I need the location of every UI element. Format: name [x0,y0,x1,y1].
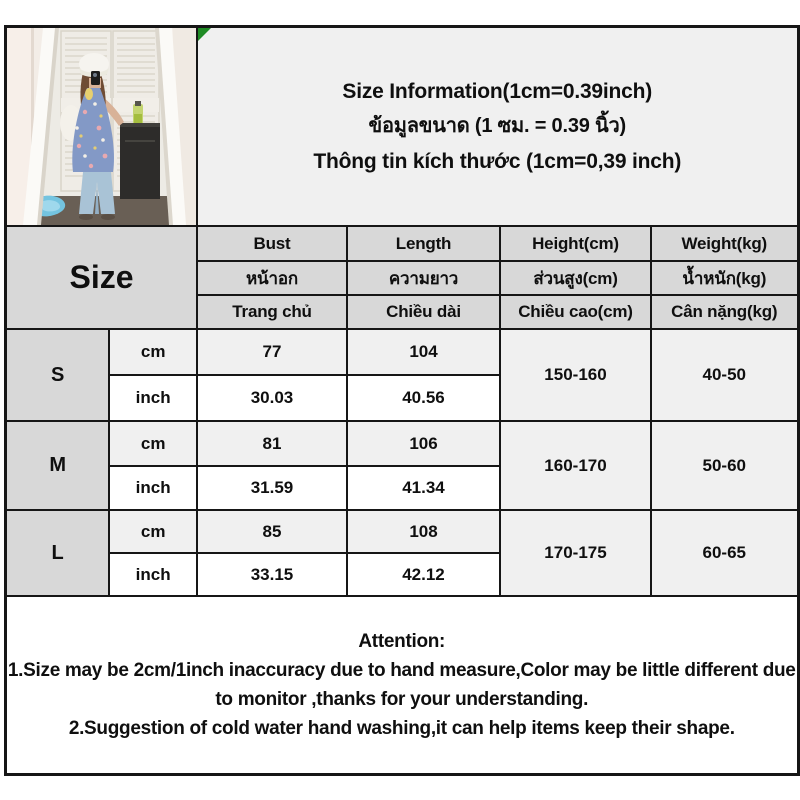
l-bust-cm: 85 [197,510,347,553]
l-length-inch: 42.12 [347,553,500,596]
header-bust-th: หน้าอก [197,261,347,295]
size-information-title-cell [197,27,798,227]
header-height-vi: Chiều cao(cm) [500,295,651,329]
table-row-l-cm [6,510,799,553]
header-height-en: Height(cm) [500,226,651,261]
table-row-s-cm [6,329,799,375]
m-bust-cm: 81 [197,421,347,466]
attention-heading: Attention: [358,630,446,652]
attention-note-1: 1.Size may be 2cm/1inch inaccuracy due to hand measure,Color may be little different due to monitor ,thanks for your understanding. [7,659,796,710]
l-bust-inch: 33.15 [197,553,347,596]
size-l-label: L [6,510,110,596]
s-bust-cm: 77 [197,329,347,375]
size-m-label: M [6,421,110,510]
s-length-cm: 104 [347,329,500,375]
header-bust-en: Bust [197,226,347,261]
s-weight-range: 40-50 [651,329,798,421]
m-length-cm: 106 [347,421,500,466]
s-length-inch: 40.56 [347,375,500,421]
size-chart-sheet [4,25,800,776]
header-length-vi: Chiều dài [347,295,500,329]
title-english: Size Information(1cm=0.39inch) [342,80,653,103]
unit-inch-l: inch [109,553,197,596]
header-weight-vi: Cân nặng(kg) [651,295,798,329]
unit-cm-s: cm [109,329,197,375]
l-weight-range: 60-65 [651,510,798,596]
header-length-th: ความยาว [347,261,500,295]
header-length-en: Length [347,226,500,261]
table-row-m-cm [6,421,799,466]
unit-inch-s: inch [109,375,197,421]
header-height-th: ส่วนสูง(cm) [500,261,651,295]
size-s-label: S [6,329,110,421]
header-weight-en: Weight(kg) [651,226,798,261]
s-bust-inch: 30.03 [197,375,347,421]
size-table [4,25,800,776]
unit-cm-l: cm [109,510,197,553]
product-photo-illustration [7,28,196,225]
green-corner-flag-icon [198,28,211,41]
header-bust-vi: Trang chủ [197,295,347,329]
unit-inch-m: inch [109,466,197,510]
title-vietnamese: Thông tin kích thước (1cm=0,39 inch) [313,150,682,173]
m-height-range: 160-170 [500,421,651,510]
s-height-range: 150-160 [500,329,651,421]
attention-section [6,596,799,774]
header-weight-th: น้ำหนัก(kg) [651,261,798,295]
l-length-cm: 108 [347,510,500,553]
title-thai: ข้อมูลขนาด (1 ซม. = 0.39 นิ้ว) [368,115,627,137]
l-height-range: 170-175 [500,510,651,596]
attention-note-2: 2.Suggestion of cold water hand washing,it can help items keep their shape. [68,717,735,739]
m-weight-range: 50-60 [651,421,798,510]
size-column-header: Size [6,226,198,329]
m-length-inch: 41.34 [347,466,500,510]
unit-cm-m: cm [109,421,197,466]
m-bust-inch: 31.59 [197,466,347,510]
product-photo [6,27,198,227]
